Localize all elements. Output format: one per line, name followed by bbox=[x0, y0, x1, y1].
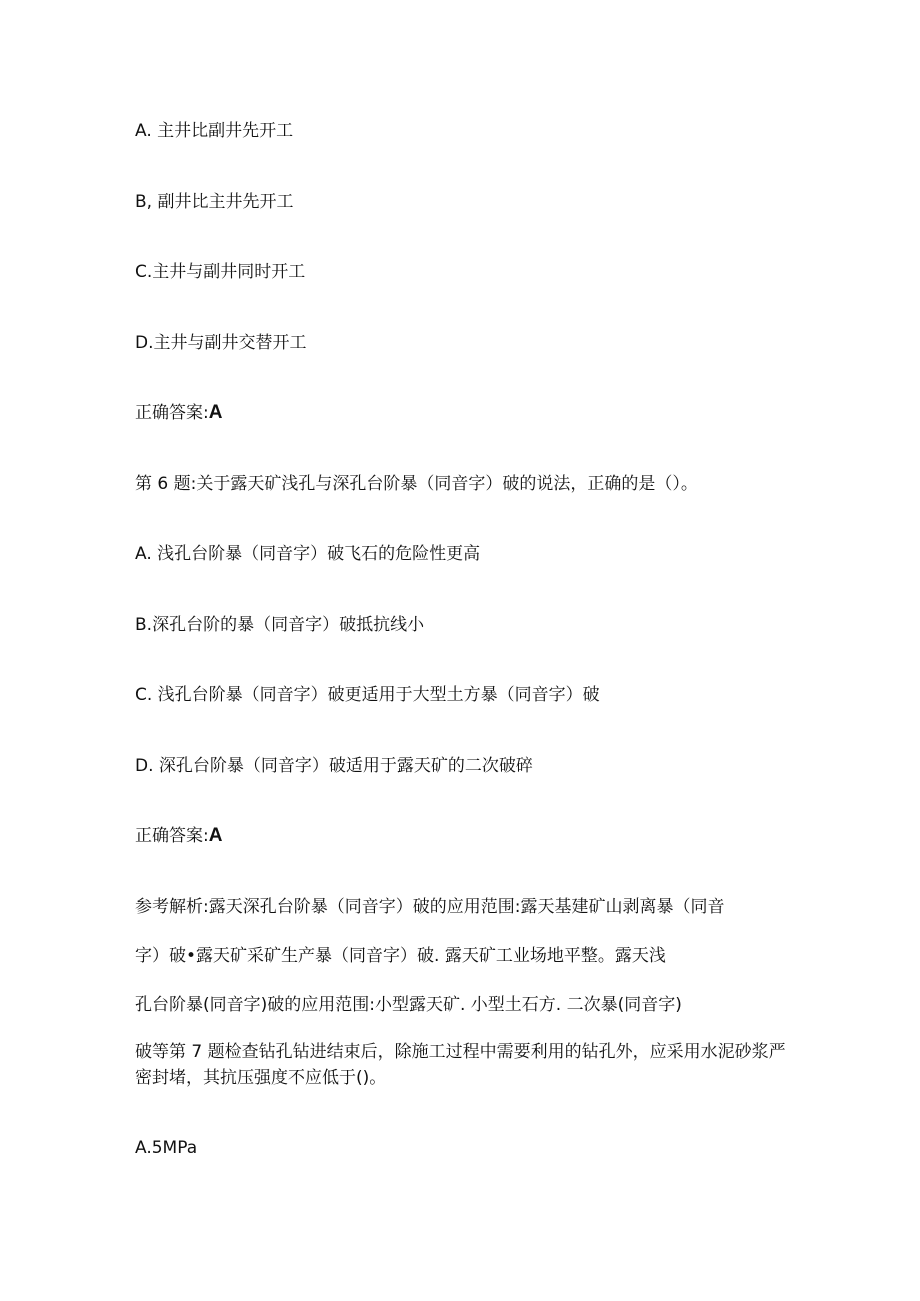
q6-option-d: D. 深孔台阶暴（同音字）破适用于露天矿的二次破碎 bbox=[135, 756, 533, 776]
q7-question: 破等第 7 题检查钻孔钻进结束后，除施工过程中需要利用的钻孔外，应采用水泥砂浆严密封堵，其抗压强度不应低于()。 bbox=[135, 1042, 786, 1088]
q5-option-a: A. 主井比副井先开工 bbox=[135, 121, 294, 141]
q6-analysis-line-1: 参考解析:露天深孔台阶暴（同音字）破的应用范围:露天基建矿山剥离暴（同音 bbox=[135, 897, 725, 917]
answer-label: 正确答案: bbox=[135, 826, 209, 846]
answer-key: A bbox=[208, 402, 223, 423]
q5-option-d: D.主井与副井交替开工 bbox=[135, 333, 307, 353]
q5-option-b: B, 副井比主井先开工 bbox=[135, 192, 294, 212]
q5-answer bbox=[135, 402, 222, 424]
q6-option-b: B.深孔台阶的暴（同音字）破抵抗线小 bbox=[135, 615, 425, 635]
q6-analysis-line-3: 孔台阶暴(同音字)破的应用范围:小型露天矿. 小型土石方. 二次暴(同音字) bbox=[135, 995, 682, 1015]
q6-option-a: A. 浅孔台阶暴（同音字）破飞石的危险性更高 bbox=[135, 544, 481, 564]
answer-label: 正确答案: bbox=[135, 403, 209, 423]
q7-option-a: A.5MPa bbox=[135, 1138, 198, 1158]
q6-answer bbox=[135, 825, 222, 847]
q6-question: 第 6 题:关于露天矿浅孔与深孔台阶暴（同音字）破的说法，正确的是（）。 bbox=[135, 474, 698, 494]
q6-option-c: C. 浅孔台阶暴（同音字）破更适用于大型土方暴（同音字）破 bbox=[135, 685, 600, 705]
q5-option-c: C.主井与副井同时开工 bbox=[135, 262, 306, 282]
answer-key: A bbox=[208, 825, 223, 846]
q6-analysis-line-2: 字）破•露天矿采矿生产暴（同音字）破. 露天矿工业场地平整。露天浅 bbox=[135, 946, 666, 966]
